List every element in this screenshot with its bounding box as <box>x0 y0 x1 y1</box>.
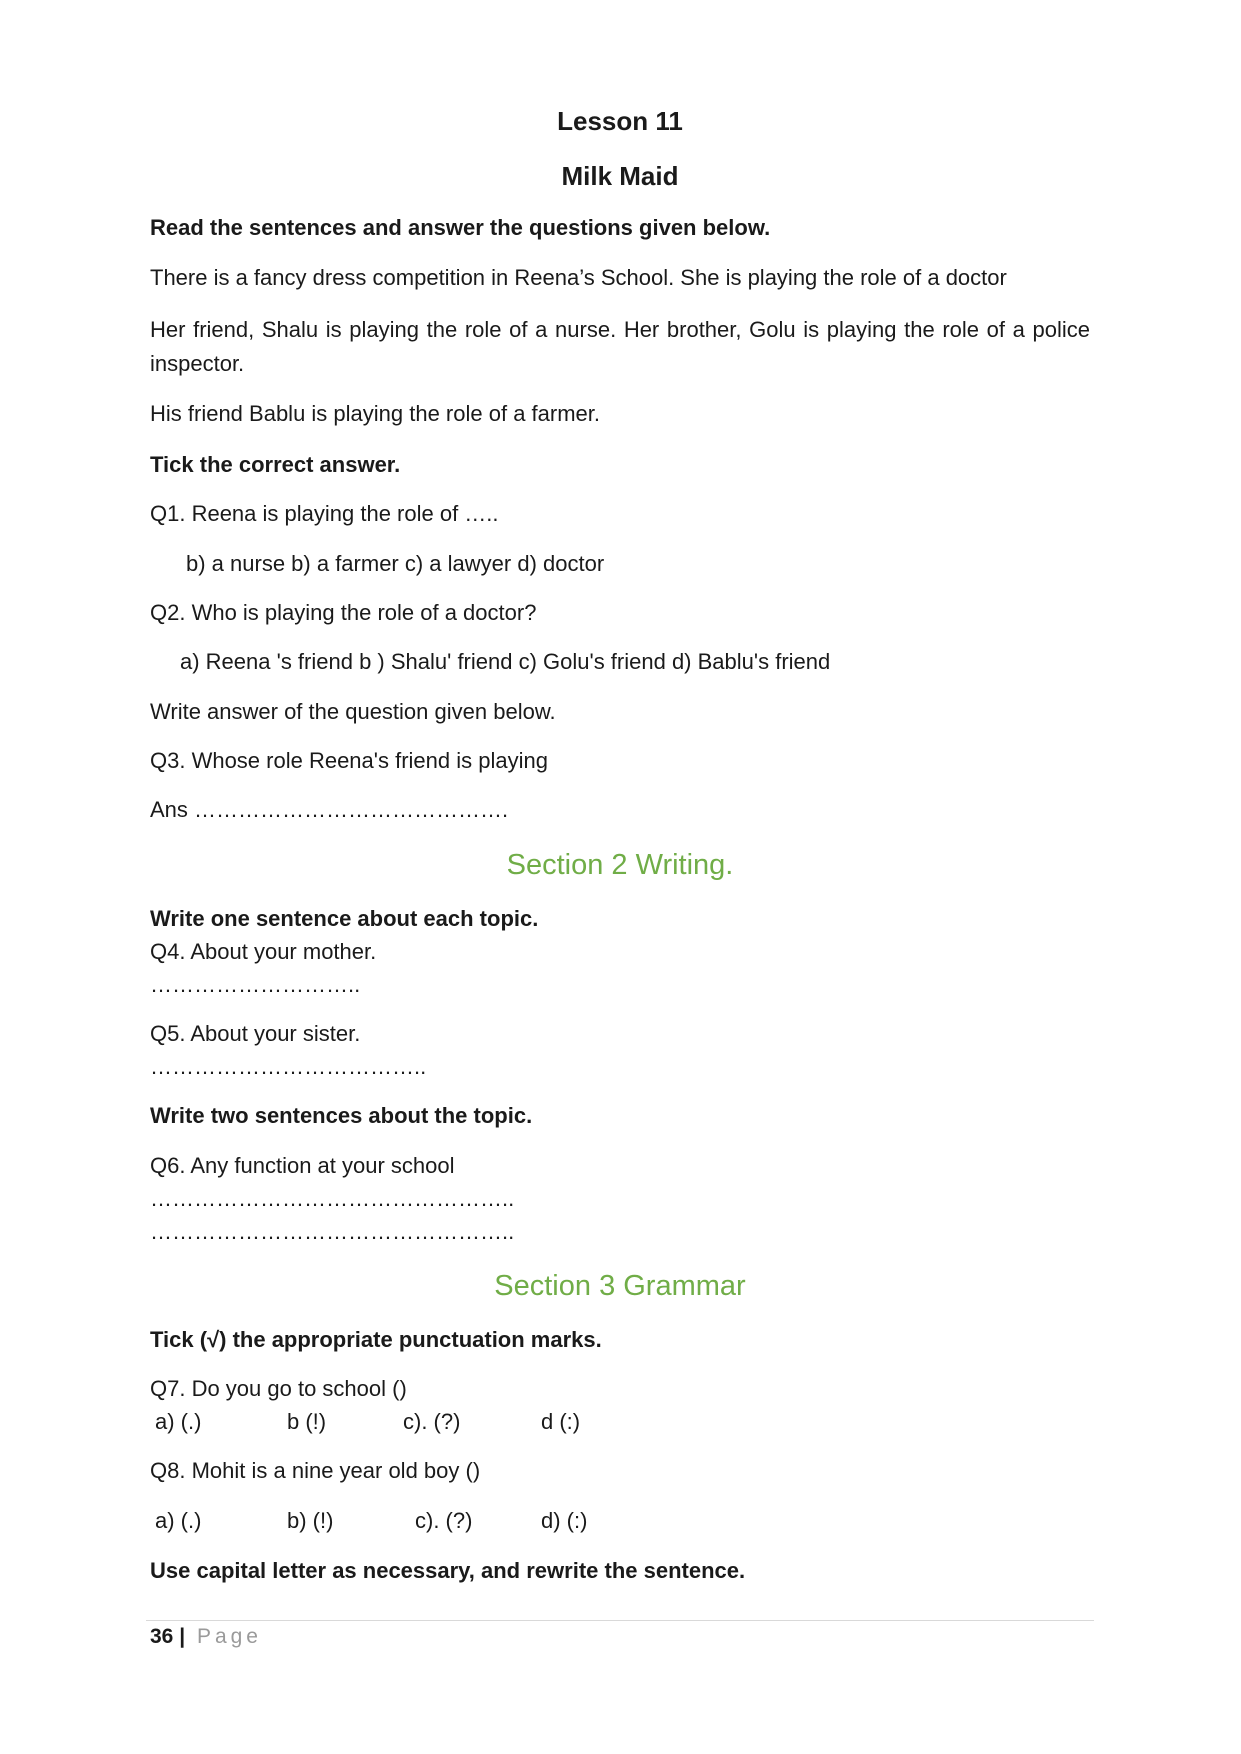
question-7-option-c: c). (?) <box>403 1409 461 1434</box>
question-2: Q2. Who is playing the role of a doctor? <box>150 600 537 625</box>
question-8-option-b: b) (!) <box>287 1508 334 1533</box>
reading-paragraph-2: Her friend, Shalu is playing the role of a nurse. Her brother, Golu is playing the role of a police inspector. <box>150 317 1090 376</box>
footer-separator: | <box>179 1625 186 1648</box>
question-4: Q4. About your mother. <box>150 939 377 964</box>
question-7: Q7. Do you go to school () <box>150 1376 407 1401</box>
writing-instruction-1: Write one sentence about each topic. <box>150 906 539 931</box>
grammar-instruction-2: Use capital letter as necessary, and rewrite the sentence. <box>150 1558 746 1583</box>
question-7-option-a: a) (.) <box>155 1409 202 1434</box>
question-7-option-d: d (:) <box>541 1409 581 1434</box>
question-8: Q8. Mohit is a nine year old boy () <box>150 1458 481 1483</box>
question-8-option-a: a) (.) <box>155 1508 202 1533</box>
write-instruction: Write answer of the question given below. <box>150 699 556 724</box>
page-number: 36 <box>150 1625 174 1648</box>
question-8-option-c: c). (?) <box>415 1508 473 1533</box>
reading-paragraph-3: His friend Bablu is playing the role of a farmer. <box>150 401 601 426</box>
page-label: Page <box>196 1625 262 1648</box>
question-6-blank-1: ………………………………………….. <box>150 1186 515 1211</box>
question-8-option-d: d) (:) <box>541 1508 588 1533</box>
question-3: Q3. Whose role Reena's friend is playing <box>150 748 548 773</box>
lesson-subtitle: Milk Maid <box>561 161 679 191</box>
page-footer <box>150 1622 262 1652</box>
question-2-options: a) Reena 's friend b ) Shalu' friend c) Golu's friend d) Bablu's friend <box>180 649 831 674</box>
reading-paragraph-1: There is a fancy dress competition in Reena’s School. She is playing the role of a doctor <box>150 265 1007 290</box>
tick-instruction: Tick the correct answer. <box>150 452 401 477</box>
question-6: Q6. Any function at your school <box>150 1153 455 1178</box>
writing-instruction-2: Write two sentences about the topic. <box>150 1103 533 1128</box>
lesson-title: Lesson 11 <box>557 106 683 136</box>
question-4-blank: ……………………….. <box>150 972 361 997</box>
question-5: Q5. About your sister. <box>150 1021 361 1046</box>
question-1: Q1. Reena is playing the role of ….. <box>150 501 499 526</box>
question-7-option-b: b (!) <box>287 1409 327 1434</box>
answer-line: Ans ……………………………………. <box>150 797 509 822</box>
reading-instruction: Read the sentences and answer the questions given below. <box>150 215 771 240</box>
section-grammar-heading: Section 3 Grammar <box>494 1270 746 1302</box>
question-1-options: b) a nurse b) a farmer c) a lawyer d) doctor <box>186 551 605 576</box>
section-writing-heading: Section 2 Writing. <box>506 849 734 881</box>
footer-divider <box>146 1620 1094 1621</box>
question-6-blank-2: ………………………………………….. <box>150 1219 515 1244</box>
grammar-instruction-1: Tick (√) the appropriate punctuation marks. <box>150 1327 602 1352</box>
question-5-blank: ……………………………….. <box>150 1054 427 1079</box>
